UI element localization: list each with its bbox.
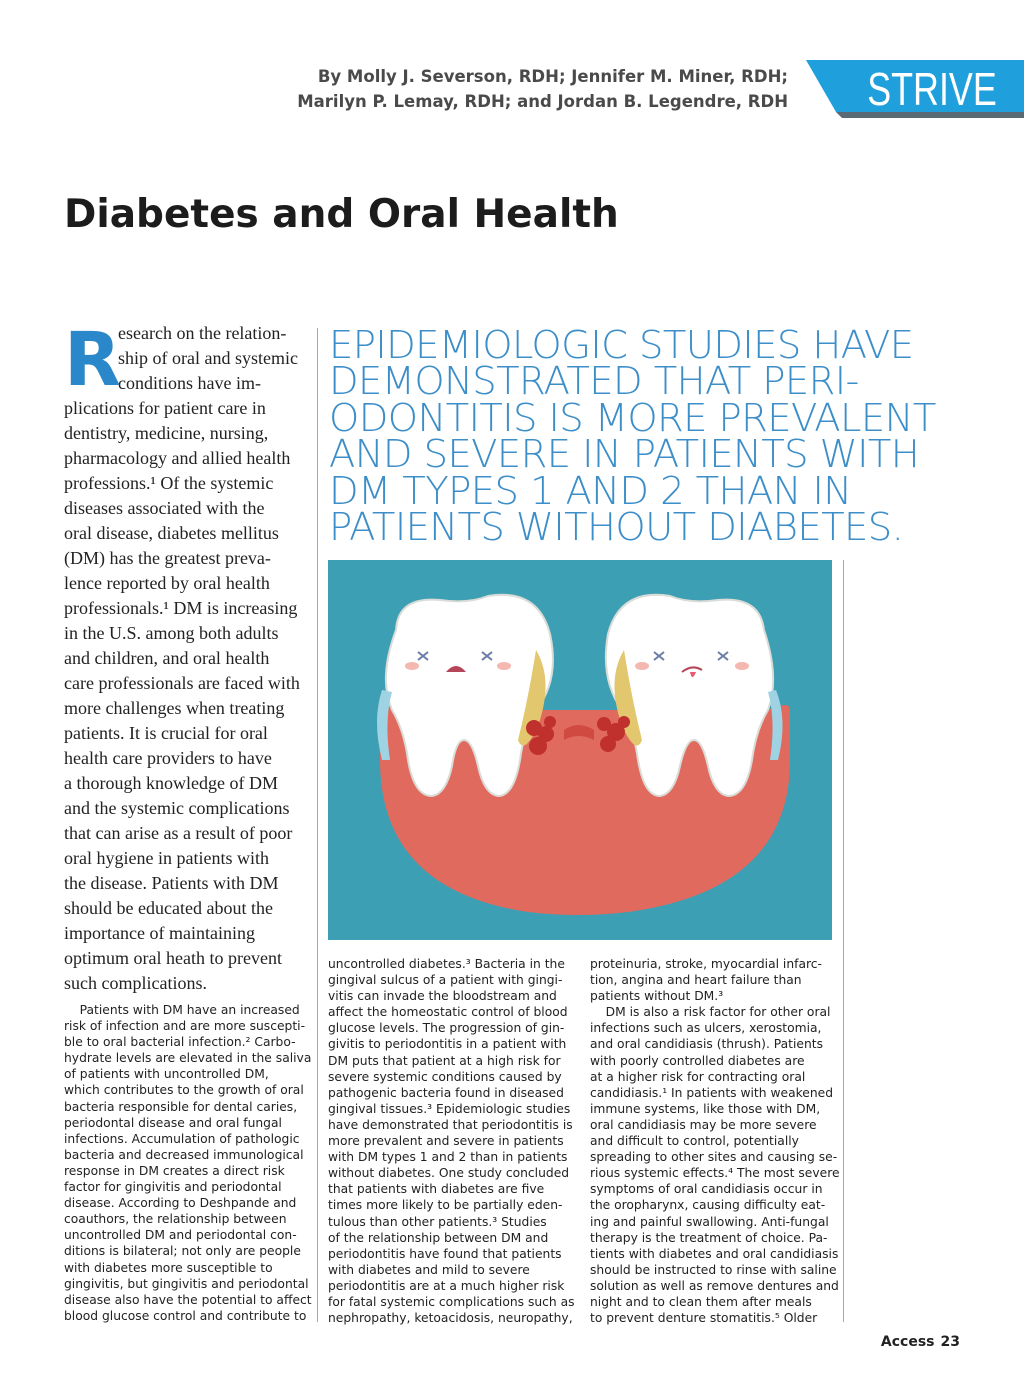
body-line: risk of infection and are more suscepti- — [64, 1019, 306, 1034]
body-line: blood glucose control and contribute to — [64, 1308, 307, 1323]
body-line: givitis to periodontitis in a patient with — [328, 1037, 567, 1052]
lead-line: plications for patient care in — [64, 398, 266, 418]
body-line: symptoms of oral candidiasis occur in — [590, 1182, 823, 1197]
body-line: therapy is the treatment of choice. Pa- — [590, 1230, 828, 1245]
page-footer — [881, 1334, 960, 1350]
lead-line: and the systemic complications — [64, 798, 290, 818]
body-line: with DM types 1 and 2 than in patients — [328, 1150, 568, 1165]
lead-line: diseases associated with the — [64, 498, 265, 518]
body-column-1 — [64, 1002, 314, 1324]
lead-line: and children, and oral health — [64, 648, 270, 668]
body-line: infections such as ulcers, xerostomia, — [590, 1021, 822, 1036]
body-line: glucose levels. The progression of gin- — [328, 1021, 565, 1036]
body-line: severe systemic conditions caused by — [328, 1069, 562, 1084]
lead-line: care professionals are faced with — [64, 673, 300, 693]
body-line: disease also have the potential to affect — [64, 1292, 312, 1307]
body-line: candidiasis.¹ In patients with weakened — [590, 1085, 834, 1100]
pull-quote-line: EPIDEMIOLOGIC STUDIES HAVE — [329, 323, 914, 368]
lead-line: dentistry, medicine, nursing, — [64, 423, 269, 443]
lead-line: in the U.S. among both adults — [64, 623, 279, 643]
pull-quote-line: ODONTITIS IS MORE PREVALENT — [329, 395, 936, 441]
body-line: of patients with uncontrolled DM, — [64, 1067, 269, 1082]
pull-quote-line: DEMONSTRATED THAT PERI- — [329, 359, 859, 405]
drop-cap: R — [64, 317, 121, 403]
lead-line: oral disease, diabetes mellitus — [64, 523, 279, 543]
lead-line: the disease. Patients with DM — [64, 873, 279, 893]
lead-line: professions.¹ Of the systemic — [64, 473, 274, 493]
lead-line: that can arise as a result of poor — [64, 823, 293, 843]
body-line: times more likely to be partially eden- — [328, 1198, 563, 1213]
lead-line: professionals.¹ DM is increasing — [64, 598, 298, 618]
body-line: with diabetes more susceptible to — [64, 1260, 273, 1275]
body-line: which contributes to the growth of oral — [64, 1083, 304, 1098]
body-line: with poorly controlled diabetes are — [590, 1053, 805, 1068]
body-line: periodontitis have found that patients — [328, 1246, 562, 1261]
body-line: immune systems, like those with DM, — [590, 1101, 821, 1116]
lead-line: optimum oral heath to prevent — [64, 948, 282, 968]
body-line: pathogenic bacteria found in diseased — [328, 1085, 564, 1100]
lead-line: more challenges when treating — [64, 698, 285, 718]
page-number: 23 — [940, 1334, 960, 1350]
body-line: DM is also a risk factor for other oral — [590, 1005, 831, 1020]
lead-line: patients. It is crucial for oral — [64, 723, 268, 743]
body-line: nephropathy, ketoacidosis, neuropathy, — [328, 1311, 573, 1326]
lead-line: pharmacology and allied health — [64, 448, 291, 468]
body-line: vitis can invade the bloodstream and — [328, 989, 557, 1004]
body-line: uncontrolled diabetes.³ Bacteria in the — [328, 957, 565, 971]
body-column-3 — [590, 956, 840, 1326]
article-title: Diabetes and Oral Health — [64, 192, 619, 237]
column-rule-left — [317, 328, 318, 1322]
body-line: for fatal systemic complications such as — [328, 1294, 575, 1309]
body-line: rious systemic effects.⁴ The most severe — [590, 1166, 840, 1181]
section-tab-label: STRIVE — [867, 63, 997, 115]
teeth-illustration — [328, 560, 832, 940]
body-line: to prevent denture stomatitis.⁵ Older — [590, 1311, 818, 1326]
body-line: periodontal disease and oral fungal — [64, 1115, 282, 1130]
lead-line: conditions have im- — [118, 373, 261, 393]
lead-line: ship of oral and systemic — [118, 348, 298, 368]
body-line: bacteria responsible for dental caries, — [64, 1099, 298, 1114]
section-tab — [806, 60, 1024, 118]
body-line: more prevalent and severe in patients — [328, 1134, 564, 1149]
body-line: that patients with diabetes are five — [328, 1182, 545, 1197]
body-line: Patients with DM have an increased — [64, 1003, 300, 1017]
body-line: at a higher risk for contracting oral — [590, 1069, 806, 1084]
body-line: patients without DM.³ — [590, 989, 724, 1004]
byline-line-1: By Molly J. Severson, RDH; Jennifer M. Miner, RDH; — [317, 67, 788, 86]
lead-line: health care providers to have — [64, 748, 272, 768]
body-line: gingival sulcus of a patient with gingi- — [328, 973, 563, 988]
body-line: gingival tissues.³ Epidemiologic studies — [328, 1101, 571, 1116]
lead-line: importance of maintaining — [64, 923, 255, 943]
pull-quote-line: PATIENTS WITHOUT DIABETES. — [329, 504, 904, 550]
body-line: disease. According to Deshpande and — [64, 1196, 297, 1211]
lead-line: should be educated about the — [64, 898, 273, 918]
body-line: and oral candidiasis (thrush). Patients — [590, 1037, 823, 1052]
body-line: of the relationship between DM and — [328, 1230, 549, 1245]
byline — [297, 64, 788, 114]
body-column-2 — [328, 956, 578, 1326]
body-line: coauthors, the relationship between — [64, 1212, 287, 1227]
body-line: tion, angina and heart failure than — [590, 973, 802, 988]
body-line: ditions is bilateral; not only are people — [64, 1244, 301, 1259]
column-rule-right — [843, 560, 844, 1322]
body-line: oral candidiasis may be more severe — [590, 1117, 817, 1132]
body-line: uncontrolled DM and periodontal con- — [64, 1228, 297, 1243]
body-line: tulous than other patients.³ Studies — [328, 1214, 547, 1229]
publication-name: Access — [880, 1334, 935, 1350]
lead-line: (DM) has the greatest preva- — [64, 548, 271, 568]
lead-paragraph — [64, 317, 308, 996]
body-line: should be instructed to rinse with saline — [590, 1262, 837, 1277]
body-line: solution as well as remove dentures and — [590, 1278, 839, 1293]
body-line: hydrate levels are elevated in the saliva — [64, 1051, 312, 1066]
body-line: affect the homeostatic control of blood — [328, 1005, 568, 1020]
body-line: spreading to other sites and causing se- — [590, 1150, 838, 1165]
byline-line-2: Marilyn P. Lemay, RDH; and Jordan B. Legendre, RDH — [297, 92, 788, 111]
body-line: response in DM creates a direct risk — [64, 1163, 285, 1178]
body-line: DM puts that patient at a high risk for — [328, 1053, 561, 1068]
body-line: tients with diabetes and oral candidiasis — [590, 1246, 839, 1261]
lead-line: a thorough knowledge of DM — [64, 773, 278, 793]
body-line: factor for gingivitis and periodontal — [64, 1180, 282, 1195]
body-line: without diabetes. One study concluded — [328, 1166, 570, 1181]
pull-quote — [329, 323, 936, 550]
lead-line: lence reported by oral health — [64, 573, 270, 593]
lead-line: such complications. — [64, 973, 207, 993]
body-line: the oropharynx, causing difficulty eat- — [590, 1198, 826, 1213]
body-line: ble to oral bacterial infection.² Carbo- — [64, 1035, 296, 1050]
body-line: periodontitis are at a much higher risk — [328, 1278, 565, 1293]
body-line: proteinuria, stroke, myocardial infarc- — [590, 957, 822, 971]
lead-line: esearch on the relation- — [118, 323, 287, 343]
body-line: infections. Accumulation of pathologic — [64, 1131, 300, 1146]
body-line: and difficult to control, potentially — [590, 1134, 799, 1149]
body-line: have demonstrated that periodontitis is — [328, 1117, 573, 1132]
body-line: gingivitis, but gingivitis and periodontal — [64, 1276, 309, 1291]
lead-line: oral hygiene in patients with — [64, 848, 269, 868]
body-line: night and to clean them after meals — [590, 1294, 812, 1309]
pull-quote-line: AND SEVERE IN PATIENTS WITH — [329, 432, 920, 478]
pull-quote-line: DM TYPES 1 AND 2 THAN IN — [329, 468, 852, 514]
body-line: with diabetes and mild to severe — [328, 1262, 530, 1277]
body-line: bacteria and decreased immunological — [64, 1147, 304, 1162]
body-line: ing and painful swallowing. Anti-fungal — [590, 1214, 829, 1229]
